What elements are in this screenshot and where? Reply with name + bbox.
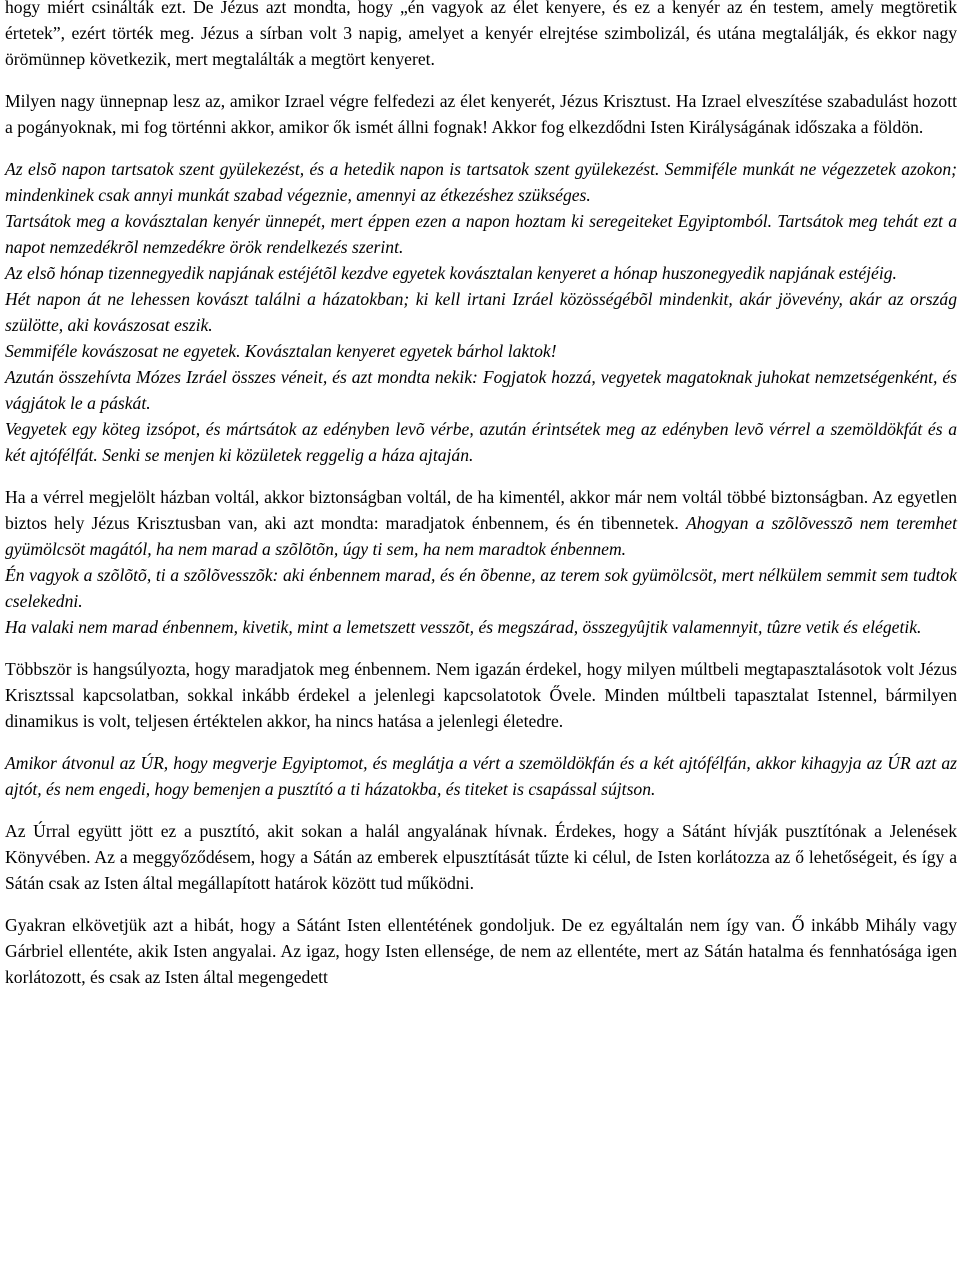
italic-text-segment: Ha valaki nem marad énbennem, kivetik, mint a lemetszett vesszõt, és megszárad, összegyûjtik valamennyit, tûzre vetik és elégetik.: [5, 617, 922, 637]
paragraph: [5, 364, 957, 416]
italic-text-segment: Tartsátok meg a kovásztalan kenyér ünnepét, mert éppen ezen a napon hoztam ki seregeiteket Egyiptomból. Tartsátok meg tehát ezt a napot nemzedékrõl nemzedékre örök rendelkezés szerint.: [5, 211, 957, 257]
paragraph: [5, 912, 957, 990]
text-segment: Többször is hangsúlyozta, hogy maradjatok meg énbennem. Nem igazán érdekel, hogy milyen múltbeli megtapasztalásotok volt Jézus Krisztssal kapcsolatban, sokkal inkább érdekel a jelenlegi kapcsolatotok Ővele. Minden múltbeli tapasztalat Istennel, bármilyen dinamikus is volt, teljesen értéktelen akkor, ha nincs hatása a jelenlegi életedre.: [5, 659, 957, 731]
paragraph: [5, 750, 957, 802]
italic-text-segment: Vegyetek egy köteg izsópot, és mártsátok az edényben levõ vérbe, azután érintsétek meg az edényben levõ vérrel a szemöldökfát és a két ajtófélfát. Senki se menjen ki közületek reggelig a háza ajtaján.: [5, 419, 957, 465]
paragraph: [5, 88, 957, 140]
paragraph: [5, 562, 957, 614]
italic-text-segment: Hét napon át ne lehessen kovászt találni a házatokban; ki kell irtani Izráel közösségébõl mindenkit, akár jövevény, akár az ország szülötte, aki kovászosat eszik.: [5, 289, 957, 335]
italic-text-segment: Amikor átvonul az ÚR, hogy megverje Egyiptomot, és meglátja a vért a szemöldökfán és a két ajtófélfán, akkor kihagyja az ÚR azt az ajtót, és nem engedi, hogy bemenjen a pusztító a ti házatokba, és titeket is csapással sújtson.: [5, 753, 957, 799]
paragraph: [5, 286, 957, 338]
text-segment: Ha a vérrel megjelölt házban voltál, akkor biztonságban voltál, de ha kimentél, akkor már nem voltál többé biztonságban. Az egyetlen biztos hely Jézus Krisztusban van, aki azt mondta: maradjatok énbennem, és én tibennetek.: [5, 487, 957, 533]
paragraph: [5, 614, 957, 640]
paragraph: [5, 416, 957, 468]
paragraph: [5, 338, 957, 364]
text-segment: Gyakran elkövetjük azt a hibát, hogy a Sátánt Isten ellentétének gondoljuk. De ez egyáltalán nem így van. Ő inkább Mihály vagy Gárbriel ellentéte, akik Isten angyalai. Az igaz, hogy Isten ellensége, de nem az ellentéte, mert az Sátán hatalma és fennhatósága igen korlátozott, és csak az Isten által megengedett: [5, 915, 957, 987]
paragraph: [5, 208, 957, 260]
text-segment: Az Úrral együtt jött ez a pusztító, akit sokan a halál angyalának hívnak. Érdekes, hogy a Sátánt hívják pusztítónak a Jelenések Könyvében. Az a meggyőződésem, hogy a Sátán az emberek elpusztítását tűzte ki célul, de Isten korlátozza az ő lehetőségeit, és így a Sátán csak az Isten által megállapított határok között tud működni.: [5, 821, 957, 893]
paragraph: [5, 818, 957, 896]
italic-text-segment: Azután összehívta Mózes Izráel összes véneit, és azt mondta nekik: Fogjatok hozzá, vegyetek magatoknak juhokat nemzetségenként, és vágjátok le a páskát.: [5, 367, 957, 413]
paragraph: [5, 260, 957, 286]
italic-text-segment: Semmiféle kovászosat ne egyetek. Kovásztalan kenyeret egyetek bárhol laktok!: [5, 341, 557, 361]
paragraph: [5, 156, 957, 208]
text-segment: hogy miért csinálták ezt. De Jézus azt mondta, hogy „én vagyok az élet kenyere, és ez a kenyér az én testem, amely megtöretik értetek”, ezért törték meg. Jézus a sírban volt 3 napig, amelyet a kenyér elrejtése szimbolizál, és utána megtalálják, és ekkor nagy örömünnep következik, mert megtalálták a megtört kenyeret.: [5, 0, 957, 69]
italic-text-segment: Én vagyok a szõlõtõ, ti a szõlõvesszõk: aki énbennem marad, és én õbenne, az terem sok gyümölcsöt, mert nélkülem semmit sem tudtok cselekedni.: [5, 565, 957, 611]
italic-text-segment: Az elsõ hónap tizennegyedik napjának estéjétõl kezdve egyetek kovásztalan kenyeret a hónap huszonegyedik napjának estéjéig.: [5, 263, 897, 283]
paragraph: [5, 484, 957, 562]
paragraph: [5, 656, 957, 734]
text-segment: Milyen nagy ünnepnap lesz az, amikor Izrael végre felfedezi az élet kenyerét, Jézus Krisztust. Ha Izrael elveszítése szabadulást hozott a pogányoknak, mi fog történni akkor, amikor ők ismét állni fognak! Akkor fog elkezdődni Isten Királyságának időszaka a földön.: [5, 91, 957, 137]
paragraph: [5, 0, 957, 72]
italic-text-segment: Az elsõ napon tartsatok szent gyülekezést, és a hetedik napon is tartsatok szent gyülekezést. Semmiféle munkát ne végezzetek azokon; mindenkinek csak annyi munkát szabad végeznie, amennyi az étkezéshez szükséges.: [5, 159, 957, 205]
italic-text-segment: Ahogyan a szõlõvesszõ nem teremhet gyümölcsöt magától, ha nem marad a szõlõtõn, úgy ti sem, ha nem maradtok énbennem.: [5, 513, 957, 559]
